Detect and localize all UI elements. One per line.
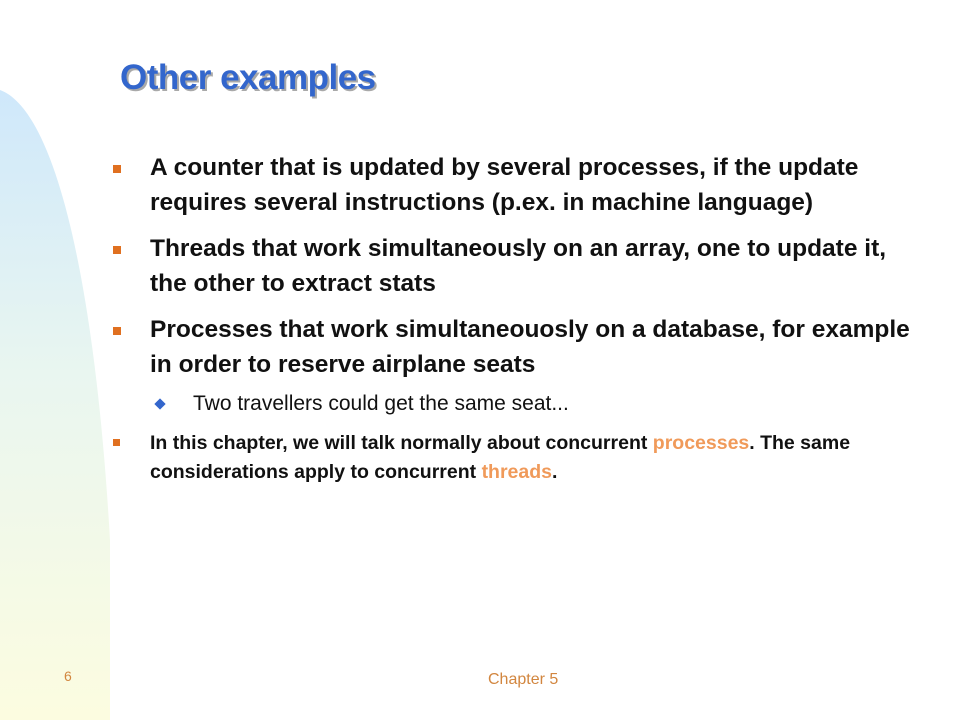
bullet-list — [113, 150, 913, 487]
bullet-text: Processes that work simultaneouosly on a database, for example in order to reserve airplane seats — [150, 316, 910, 378]
footer-text: Chapter 5 — [488, 671, 559, 688]
bullet-item — [113, 429, 913, 487]
bullet-text-part: . — [552, 461, 558, 483]
highlight-processes: processes — [652, 432, 750, 454]
sub-bullet-item — [113, 389, 913, 419]
bullet-item — [113, 312, 913, 382]
bullet-text: A counter that is updated by several processes, if the update requires several instructions (p.ex. in machine language) — [150, 154, 859, 216]
bullet-item — [113, 231, 913, 301]
slide-number: 6 — [64, 668, 72, 684]
bullet-text: Threads that work simultaneously on an array, one to update it, the other to extract stats — [150, 235, 887, 297]
sub-bullet-text: Two travellers could get the same seat... — [193, 392, 569, 415]
highlight-threads: threads — [481, 461, 553, 483]
square-bullet-icon — [113, 165, 121, 173]
diamond-bullet-icon — [154, 398, 165, 409]
slide-title: Other examples — [120, 58, 376, 97]
bullet-text-part: In this chapter, we will talk normally about concurrent — [150, 432, 653, 454]
square-bullet-icon — [113, 439, 120, 446]
bullet-item — [113, 150, 913, 220]
bullet-text-part: . The same considerations apply to concurrent — [150, 432, 851, 483]
square-bullet-icon — [113, 327, 121, 335]
left-gradient-decoration — [0, 0, 120, 720]
square-bullet-icon — [113, 246, 121, 254]
